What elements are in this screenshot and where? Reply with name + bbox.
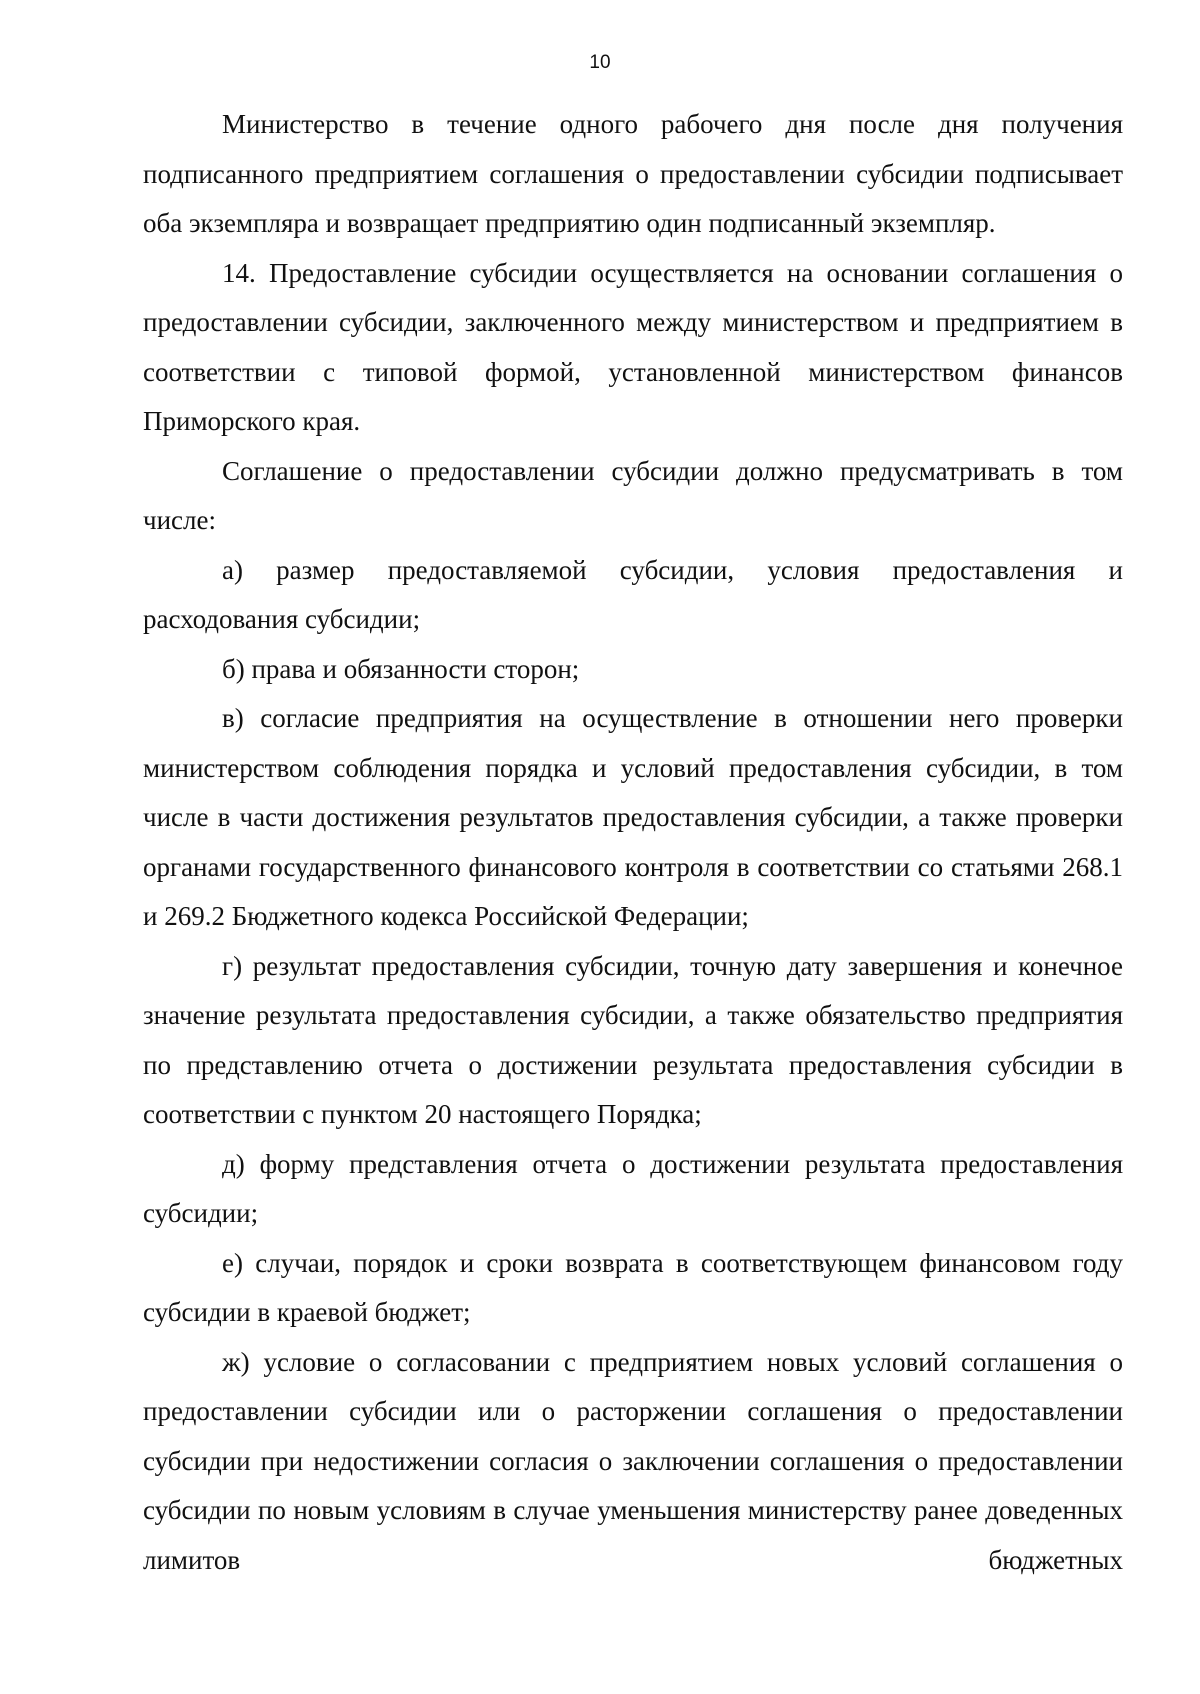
document-body	[143, 100, 1123, 1585]
list-item-g: г) результат предоставления субсидии, точную дату завершения и конечное значение результата предоставления субсидии, а также обязательство предприятия по представлению отчета о достижении результата предоставления субсидии в соответствии с пунктом 20 настоящего Порядка;	[143, 950, 1123, 1129]
list-item-b: б) права и обязанности сторон;	[222, 653, 580, 684]
list-item-d: д) форму представления отчета о достижении результата предоставления субсидии;	[143, 1148, 1123, 1228]
paragraph-14: 14. Предоставление субсидии осуществляется на основании соглашения о предоставлении субсидии, заключенного между министерством и предприятием в соответствии с типовой формой, установленной министерством финансов Приморского края.	[143, 257, 1123, 436]
list-item-zh: ж) условие о согласовании с предприятием новых условий соглашения о предоставлении субсидии или о расторжении соглашения о предоставлении субсидии при недостижении согласия о заключении соглашения о предоставлении субсидии по новым условиям в случае уменьшения министерству ранее доведенных лимитов бюджетных	[143, 1346, 1123, 1575]
paragraph-agreement-intro: Соглашение о предоставлении субсидии должно предусматривать в том числе:	[143, 455, 1123, 535]
list-item-e: е) случаи, порядок и сроки возврата в соответствующем финансовом году субсидии в краевой бюджет;	[143, 1247, 1123, 1327]
page-number: 10	[589, 52, 611, 73]
list-item-v: в) согласие предприятия на осуществление в отношении него проверки министерством соблюдения порядка и условий предоставления субсидии, в том числе в части достижения результатов предоставления субсидии, а также проверки органами государственного финансового контроля в соответствии со статьями 268.1 и 269.2 Бюджетного кодекса Российской Федерации;	[143, 703, 1123, 931]
paragraph-ministry-signing: Министерство в течение одного рабочего дня после дня получения подписанного предприятием соглашения о предоставлении субсидии подписывает оба экземпляра и возвращает предприятию один подписанный экземпляр.	[143, 109, 1123, 238]
list-item-a: а) размер предоставляемой субсидии, условия предоставления и расходования субсидии;	[143, 554, 1123, 634]
